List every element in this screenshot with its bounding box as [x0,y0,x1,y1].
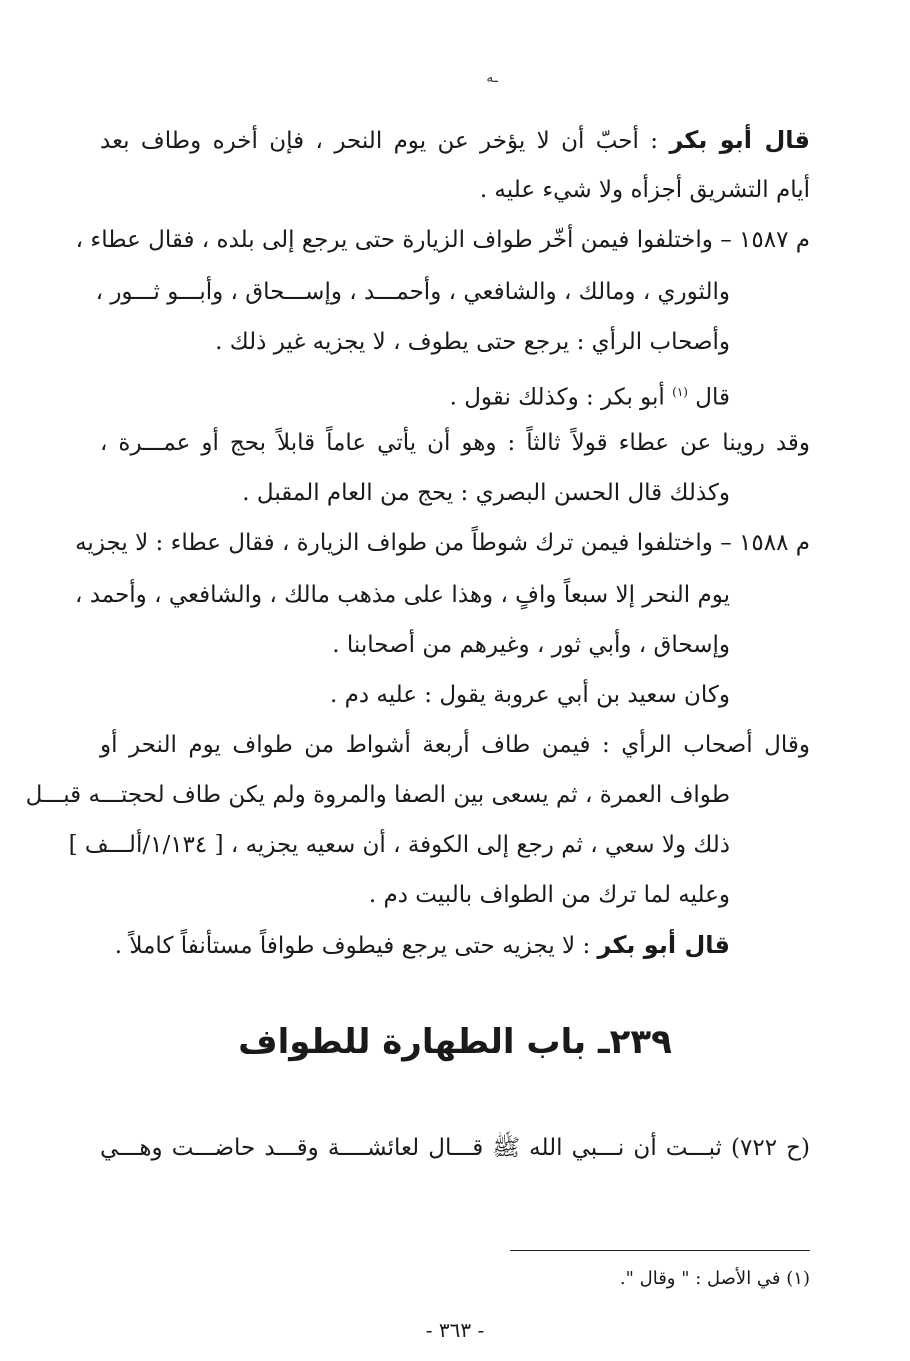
section-1587-line-4-text: أبو بكر : وكذلك نقول . [449,384,665,411]
page-number: - ٣٦٣ - [425,1318,485,1342]
section-1587-line-3: وأصحاب الرأي : يرجع حتى يطوف ، لا يجزيه غير ذلك . [215,329,730,355]
section-1588-line-5: وقال أصحاب الرأي : فيمن طاف أربعة أشواط من طواف يوم النحر أو [100,732,810,758]
section-1588-line-8: وعليه لما ترك من الطواف بالبيت دم . [368,882,730,908]
author-name-bold: قال أبو بكر [597,931,730,959]
section-1587-line-4 [450,372,730,412]
final-paragraph [115,925,730,965]
section-1587-line-2: والثوري ، ومالك ، والشافعي ، وأحمـــد ، وإســـحاق ، وأبـــو ثـــور ، [95,279,730,305]
paragraph-1-line-1-text: : أحبّ أن لا يؤخر عن يوم النحر ، فإن أخره وطاف بعد [100,128,659,154]
section-1587-line-6: وكذلك قال الحسن البصري : يحج من العام المقبل . [242,480,730,506]
final-paragraph-text: : لا يجزيه حتى يرجع فيطوف طوافاً مستأنفاً كاملاً . [114,933,591,959]
section-1587-line-1-text: واختلفوا فيمن أخّر طواف الزيارة حتى يرجع إلى بلده ، فقال عطاء ، [75,227,713,253]
footnote [620,1268,810,1289]
section-1588-line-1 [75,523,810,563]
footnote-ref-1: (١) [672,385,688,399]
section-1588-line-4: وكان سعيد بن أبي عروبة يقول : عليه دم . [329,682,730,708]
top-mark: ـه [486,70,498,86]
section-1588-marker: م ١٥٨٨ – [720,530,810,556]
section-1587-line-5: وقد روينا عن عطاء قولاً ثالثاً : وهو أن يأتي عاماً قابلاً بحج أو عمـــرة ، [100,430,810,456]
section-1588-line-6: طواف العمرة ، ثم يسعى بين الصفا والمروة ولم يكن طاف لحجتـــه قبـــل [25,782,730,808]
footnote-divider [510,1250,810,1251]
section-1588-line-1-text: واختلفوا فيمن ترك شوطاً من طواف الزيارة ، فقال عطاء : لا يجزيه [75,530,713,556]
section-1588-line-2: يوم النحر إلا سبعاً وافٍ ، وهذا على مذهب مالك ، والشافعي ، وأحمد ، [74,582,730,608]
hadith-line: (ح ٧٢٢) ثبـــت أن نـــبي الله ﷺ قـــال لعائشــــة وقـــد حاضـــت وهـــي [100,1135,810,1161]
author-name-bold: قال أبو بكر [669,126,810,154]
section-1587-marker: م ١٥٨٧ – [720,227,810,253]
chapter-title: ٢٣٩ـ باب الطهارة للطواف [238,1022,672,1062]
paragraph-1-line-1 [100,120,810,160]
footnote-text: في الأصل : " وقال ". [619,1268,781,1289]
footnote-number: (١) [786,1268,810,1289]
paragraph-1-line-2: أيام التشريق أجزأه ولا شيء عليه . [479,177,810,203]
section-1587-line-4-qal: قال [695,384,730,411]
section-1587-line-1 [75,220,810,260]
section-1588-line-7: ذلك ولا سعي ، ثم رجع إلى الكوفة ، أن سعيه يجزيه ، [ ١/١٣٤/ألـــف ] [68,832,730,858]
section-1588-line-3: وإسحاق ، وأبي ثور ، وغيرهم من أصحابنا . [332,632,730,658]
